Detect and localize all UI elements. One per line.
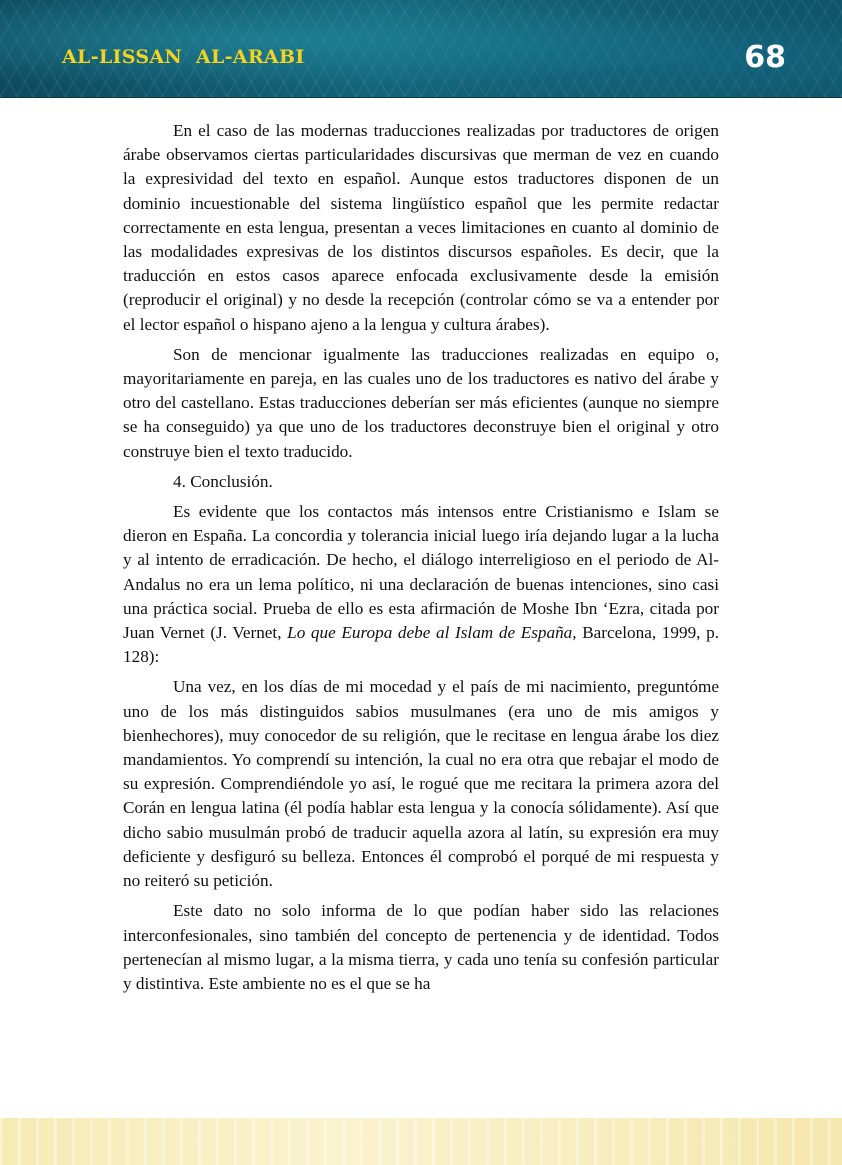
paragraph-team-translations: Son de mencionar igualmente las traducciones realizadas en equipo o, mayoritariamente en pareja, en las cuales uno de los traductores es nativo del árabe y otro del castellano. Estas traducciones deberían ser más eficientes (aunque no siempre se ha conseguido) ya que uno de los traductores deconstruye bien el original y otro construye bien el texto traducido. bbox=[123, 344, 719, 461]
section-heading-conclusion: 4. Conclusión. bbox=[173, 471, 273, 491]
citation-book-title: Lo que Europa debe al Islam de España, bbox=[287, 623, 577, 643]
paragraph-quotation: Una vez, en los días de mi mocedad y el país de mi nacimiento, preguntóme uno de los más distinguidos sabios musulmanes (era uno de mis amigos y bienhechores), muy conocedor de su religión, que le recitase en lengua árabe los diez mandamientos. Yo comprendí su intención, la cual no era otra que rebajar el modo de su expresión. Comprendiéndole yo así, le rogué que me recitara la primera azora del Corán en lengua latina (él podía hablar esta lengua y la conocía sólidamente). Así que dicho sabio musulmán probó de traducir aquella azora al latín, su expresión era muy deficiente y desfiguró su belleza. Entonces él comprobó el porqué de mi respuesta y no reiteró su petición. bbox=[123, 677, 719, 891]
paragraph-translators-arab-origin: En el caso de las modernas traducciones realizadas por traductores de origen árabe observamos ciertas particularidades discursivas que merman de vez en cuando la expresividad del texto en español. Aunque estos traductores disponen de un dominio incuestionable del sistema lingüístico español que les permite redactar correctamente en esta lengua, presentan a veces limitaciones en cuanto al dominio de las modalidades expresivas de los distintos discursos españoles. Es decir, que la traducción en estos casos aparece enfocada exclusivamente desde la emisión (reproducir el original) y no desde la recepción (controlar cómo se va a entender por el lector español o hispano ajeno a la lengua y cultura árabes). bbox=[123, 121, 719, 334]
citation-details: Barcelona, 1999, p. 128): bbox=[123, 623, 719, 667]
journal-title: AL-LISSAN AL-ARABI bbox=[62, 46, 305, 68]
page-header bbox=[0, 0, 842, 98]
paragraph-conclusion bbox=[123, 500, 719, 669]
paragraph-interconfessional: Este dato no solo informa de lo que podían haber sido las relaciones interconfesionales, sino también del concepto de pertenencia y de identidad. Todos pertenecían al mismo lugar, a la misma tierra, y cada uno tenía su confesión particular y distintiva. Este ambiente no es el que se ha bbox=[123, 901, 719, 993]
page-footer-band bbox=[0, 1118, 842, 1165]
paragraph-conclusion-text: Es evidente que los contactos más intensos entre Cristianismo e Islam se dieron en España. La concordia y tolerancia inicial luego iría dejando lugar a la lucha y al intento de erradicación. De hecho, el diálogo interreligioso en el periodo de Al-Andalus no era un lema político, ni una declaración de buenas intenciones, sino casi una práctica social. Prueba de ello es esta afirmación de Moshe Ibn ‘Ezra, citada por Juan Vernet (J. Vernet, bbox=[123, 502, 719, 643]
article-body bbox=[123, 119, 719, 996]
page-number: 68 bbox=[744, 40, 786, 75]
